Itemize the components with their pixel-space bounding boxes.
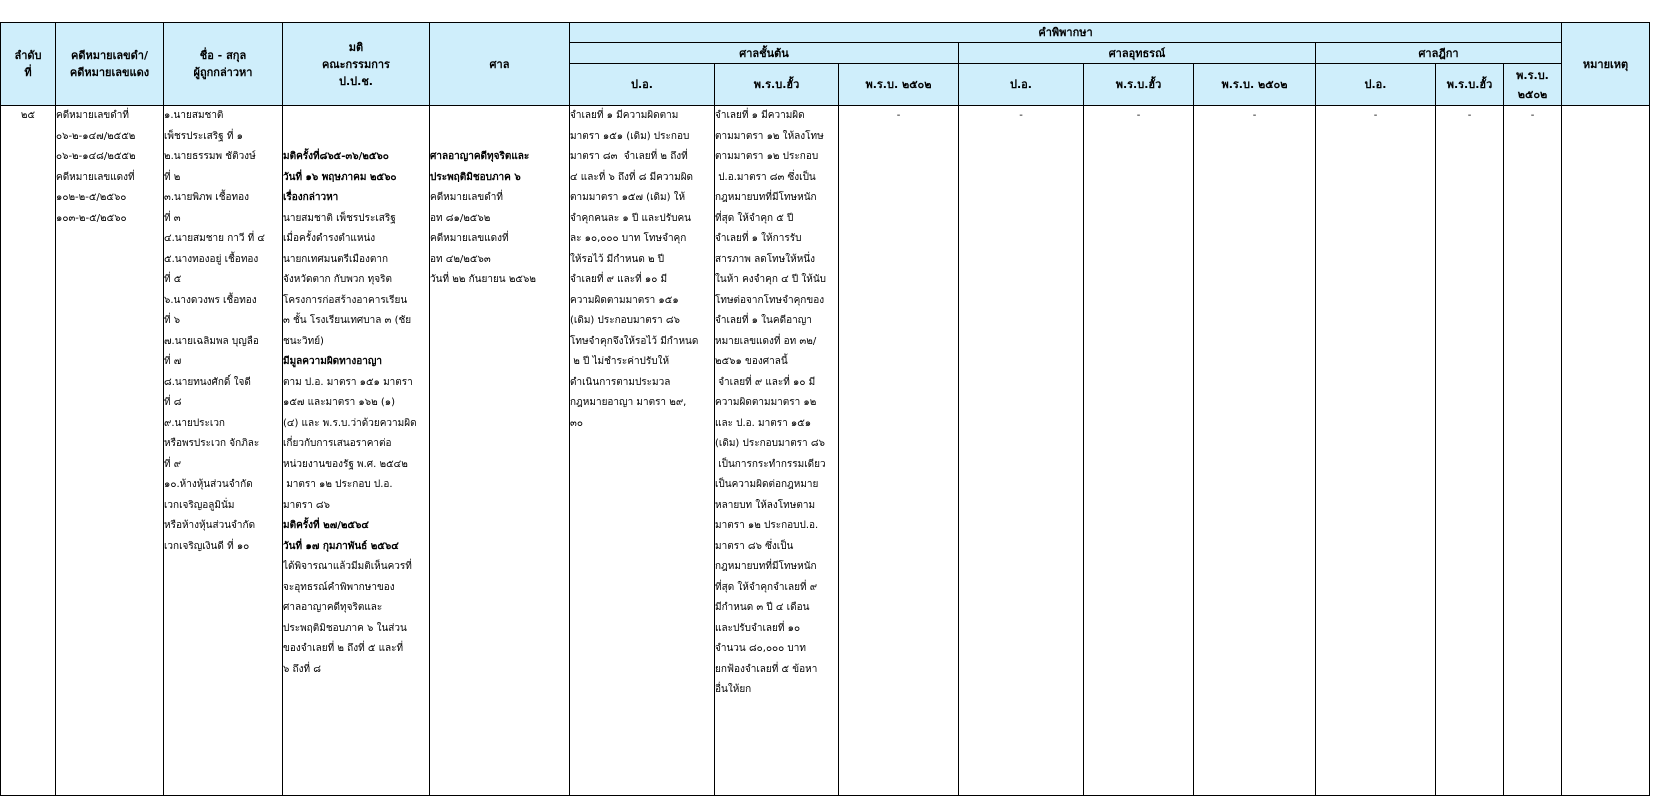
cell-first-act-2502: - xyxy=(839,106,959,796)
header-appeal-bid-act: พ.ร.บ.ฮั้ว xyxy=(1084,64,1194,106)
cell-supreme-act-2502: - xyxy=(1504,106,1562,796)
cell-supreme-bid-act: - xyxy=(1436,106,1504,796)
header-appeal-act-2502: พ.ร.บ. ๒๕๐๒ xyxy=(1194,64,1316,106)
resolution-line: นายสมชาติ เพ็ชรประเสริฐ เมื่อครั้งดำรงตำแหน่ง นายกเทศมนตรีเมืองตาก จังหวัดตาก กับพวก ทุจริต โครงการก่อสร้างอาคารเรียน ๓ ชั้น โรงเรียนเทศบาล ๓ (ชัย ชนะวิทย์) xyxy=(283,212,412,347)
header-first-criminal: ป.อ. xyxy=(570,64,715,106)
court-name: ศาลอาญาคดีทุจริตและ ประพฤติมิชอบภาค ๖ xyxy=(430,151,530,183)
header-judgment: คำพิพากษา xyxy=(570,23,1562,43)
cell-appeal-criminal: - xyxy=(959,106,1084,796)
cell-appeal-act-2502: - xyxy=(1194,106,1316,796)
header-appeal-criminal: ป.อ. xyxy=(959,64,1084,106)
header-supreme: ศาลฎีกา xyxy=(1316,43,1562,64)
cell-appeal-bid-act: - xyxy=(1084,106,1194,796)
header-resolution: มติ คณะกรรมการ ป.ป.ช. xyxy=(283,23,430,106)
table-row xyxy=(1,106,1650,796)
cell-case-no: คดีหมายเลขดำที่ ๐๖-๒-๑๔๗/๒๕๕๒ ๐๖-๒-๑๔๘/๒๕๕๒ คดีหมายเลขแดงที่ ๑๐๒-๒-๕/๒๕๖๐ ๑๐๓-๒-๕/๒๕๖๐ xyxy=(56,106,164,796)
judgment-summary-table xyxy=(0,22,1650,796)
header-case-no: คดีหมายเลขดำ/ คดีหมายเลขแดง xyxy=(56,23,164,106)
header-first-instance: ศาลชั้นต้น xyxy=(570,43,959,64)
header-supreme-criminal: ป.อ. xyxy=(1316,64,1436,106)
header-remarks: หมายเหตุ xyxy=(1562,23,1650,106)
cell-first-criminal: จำเลยที่ ๑ มีความผิดตาม มาตรา ๑๕๑ (เดิม) ประกอบ มาตรา ๘๓ จำเลยที่ ๒ ถึงที่ ๔ และที่ ๖ ถึงที่ ๘ มีความผิด ตามมาตรา ๑๕๗ (เดิม) ให้ จำคุกคนละ ๑ ปี และปรับคน ละ ๑๐,๐๐๐ บาท โทษจำคุก ให้รอไว้ มีกำหนด ๒ ปี จำเลยที่ ๙ และที่ ๑๐ มี ความผิดตามมาตรา ๑๕๑ (เดิม) ประกอบมาตรา ๘๖ โทษจำคุกจึงให้รอไว้ มีกำหนด ๒ ปี ไม่ชำระค่าปรับให้ ดำเนินการตามประมวล กฎหมายอาญา มาตรา ๒๙, ๓๐ xyxy=(570,106,715,796)
cell-remarks xyxy=(1562,106,1650,796)
resolution-line: ได้พิจารณาแล้วมีมติเห็นควรที่ จะอุทธรณ์คำพิพากษาของ ศาลอาญาคดีทุจริตและ ประพฤติมิชอบภาค ๖ ในส่วน ของจำเลยที่ ๒ ถึงที่ ๕ และที่ ๖ ถึงที่ ๘ xyxy=(283,561,412,675)
cell-no: ๒๕ xyxy=(1,106,56,796)
resolution-line: วันที่ ๑๗ กุมภาพันธ์ ๒๕๖๔ xyxy=(283,540,399,552)
header-first-act-2502: พ.ร.บ. ๒๕๐๒ xyxy=(839,64,959,106)
cell-names: ๑.นายสมชาติ เพ็ชรประเสริฐ ที่ ๑ ๒.นายธรรมพ ชัติวงษ์ ที่ ๒ ๓.นายพิภพ เชื้อทอง ที่ ๓ ๔.นายสมชาย กาวี ที่ ๔ ๕.นางทองอยู่ เชื้อทอง ที่ ๕ ๖.นางดวงพร เชื้อทอง ที่ ๖ ๗.นายเฉลิมพล บุญลือ ที่ ๗ ๘.นายทนงศักดิ์ ใจดี ที่ ๘ ๙.นายประเวก หรือพรประเวก จักภิละ ที่ ๙ ๑๐.ห้างหุ้นส่วนจำกัด เวกเจริญอลูมินั่ม หรือห้างหุ้นส่วนจำกัด เวกเจริญเงินดี ที่ ๑๐ xyxy=(164,106,283,796)
resolution-line: เรื่องกล่าวหา xyxy=(283,192,339,203)
resolution-line: ตาม ป.อ. มาตรา ๑๕๑ มาตรา ๑๕๗ และมาตรา ๑๖๒ (๑) (๔) และ พ.ร.บ.ว่าด้วยความผิด เกี่ยวกับการเสนอราคาต่อ หน่วยงานของรัฐ พ.ศ. ๒๕๔๒ มาตรา ๑๒ ประกอบ ป.อ. มาตรา ๘๖ xyxy=(283,376,417,511)
cell-supreme-criminal: - xyxy=(1316,106,1436,796)
header-first-bid-act: พ.ร.บ.ฮั้ว xyxy=(715,64,839,106)
resolution-line: มติครั้งที่ ๒๗/๒๕๖๔ xyxy=(283,520,369,531)
resolution-line: มติครั้งที่๘๖๕-๓๖/๒๕๖๐ xyxy=(283,151,389,162)
header-supreme-act-2502: พ.ร.บ. ๒๕๐๒ xyxy=(1504,64,1562,106)
header-no: ลำดับ ที่ xyxy=(1,23,56,106)
cell-resolution xyxy=(283,106,430,796)
header-supreme-bid-act: พ.ร.บ.ฮั้ว xyxy=(1436,64,1504,106)
court-case-numbers: คดีหมายเลขดำที่ อท ๘๑/๒๕๖๒ คดีหมายเลขแดงที่ อท ๔๒/๒๕๖๓ วันที่ ๒๒ กันยายน ๒๕๖๒ xyxy=(430,192,536,285)
header-appeal: ศาลอุทธรณ์ xyxy=(959,43,1316,64)
resolution-line: มีมูลความผิดทางอาญา xyxy=(283,356,383,367)
header-court: ศาล xyxy=(430,23,570,106)
header-names: ชื่อ - สกุล ผู้ถูกกล่าวหา xyxy=(164,23,283,106)
resolution-line: วันที่ ๑๖ พฤษภาคม ๒๕๖๐ xyxy=(283,171,397,183)
cell-first-bid-act: จำเลยที่ ๑ มีความผิด ตามมาตรา ๑๒ ให้ลงโทษ ตามมาตรา ๑๒ ประกอบ ป.อ.มาตรา ๘๓ ซึ่งเป็น กฎหมายบทที่มีโทษหนัก ที่สุด ให้จำคุก ๕ ปี จำเลยที่ ๑ ให้การรับ สารภาพ ลดโทษให้หนึ่ง ในห้า คงจำคุก ๔ ปี ให้นับ โทษต่อจากโทษจำคุกของ จำเลยที่ ๑ ในคดีอาญา หมายเลขแดงที่ อท ๓๒/ ๒๕๖๑ ของศาลนี้ จำเลยที่ ๙ และที่ ๑๐ มี ความผิดตามมาตรา ๑๒ และ ป.อ. มาตรา ๑๕๑ (เดิม) ประกอบมาตรา ๘๖ เป็นการกระทำกรรมเดียว เป็นความผิดต่อกฎหมาย หลายบท ให้ลงโทษตาม มาตรา ๑๒ ประกอบป.อ. มาตรา ๘๖ ซึ่งเป็น กฎหมายบทที่มีโทษหนัก ที่สุด ให้จำคุกจำเลยที่ ๙ มีกำหนด ๓ ปี ๔ เดือน และปรับจำเลยที่ ๑๐ จำนวน ๘๐,๐๐๐ บาท ยกฟ้องจำเลยที่ ๕ ข้อหา อื่นให้ยก xyxy=(715,106,839,796)
cell-court xyxy=(430,106,570,796)
